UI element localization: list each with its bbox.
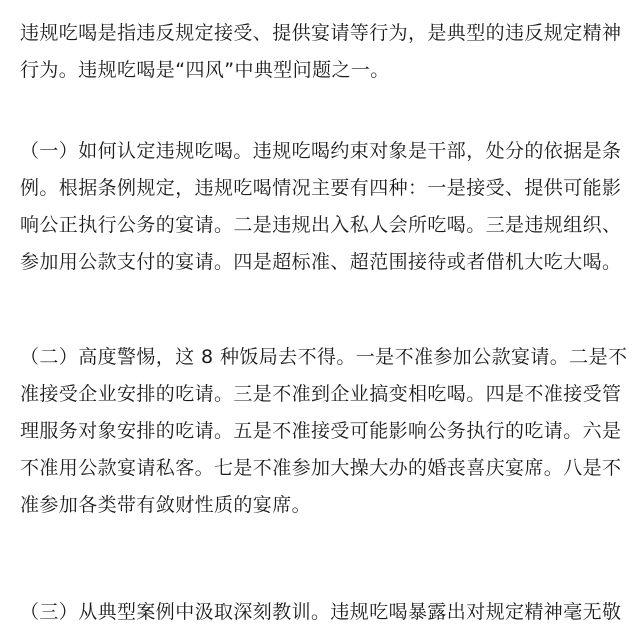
text-line: 行为。违规吃喝是“四风”中典型问题之一。: [20, 59, 390, 81]
text-line: 理服务对象安排的吃请。五是不准接受可能影响公务执行的吃请。六是: [20, 420, 622, 442]
text-line: 参加用公款支付的宴请。四是超标准、超范围接待或者借机大吃大喝。: [20, 251, 622, 273]
intro-paragraph: [20, 15, 624, 89]
text-line: （二）高度警惕，这 8 种饭局去不得。一是不准参加公款宴请。二是不: [20, 346, 628, 368]
text-line: （三）从典型案例中汲取深刻教训。违规吃喝暴露出对规定精神毫无敬: [20, 601, 622, 623]
text-line: 违规吃喝是指违反规定接受、提供宴请等行为，是典型的违反规定精神: [20, 22, 622, 44]
section-2-paragraph: [20, 339, 628, 524]
text-line: 准参加各类带有敛财性质的宴席。: [20, 494, 312, 516]
section-3-paragraph: [20, 594, 624, 631]
text-line: （一）如何认定违规吃喝。违规吃喝约束对象是干部，处分的依据是条: [20, 140, 622, 162]
section-1-paragraph: [20, 133, 624, 281]
text-line: 响公正执行公务的宴请。二是违规出入私人会所吃喝。三是违规组织、: [20, 214, 622, 236]
text-line: 不准用公款宴请私客。七是不准参加大操大办的婚丧喜庆宴席。八是不: [20, 457, 622, 479]
text-line: 准接受企业安排的吃请。三是不准到企业搞变相吃喝。四是不准接受管: [20, 383, 622, 405]
text-line: 例。根据条例规定，违规吃喝情况主要有四种：一是接受、提供可能影: [20, 177, 622, 199]
